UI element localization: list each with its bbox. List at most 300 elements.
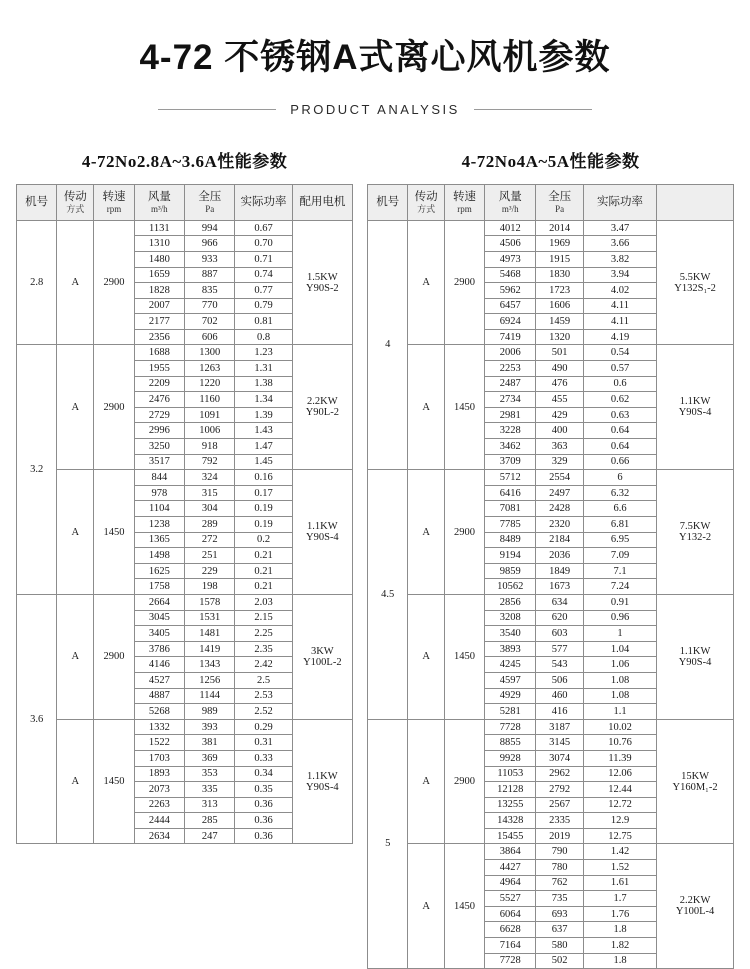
cell-power: 7.24 bbox=[583, 579, 656, 595]
cell-power: 0.17 bbox=[235, 485, 292, 501]
cell-flow: 3045 bbox=[134, 610, 184, 626]
cell-power: 1.47 bbox=[235, 439, 292, 455]
cell-power: 1.31 bbox=[235, 361, 292, 377]
motor-power: 7.5KW bbox=[679, 521, 711, 533]
cell-power: 0.35 bbox=[235, 782, 292, 798]
cell-power: 3.66 bbox=[583, 236, 656, 252]
cell-pressure: 2019 bbox=[536, 828, 584, 844]
cell-pressure: 620 bbox=[536, 610, 584, 626]
cell-flow: 3786 bbox=[134, 641, 184, 657]
cell-flow: 2634 bbox=[134, 828, 184, 844]
divider-right bbox=[474, 109, 592, 110]
cell-flow: 4887 bbox=[134, 688, 184, 704]
cell-power: 6.6 bbox=[583, 501, 656, 517]
cell-power: 2.03 bbox=[235, 594, 292, 610]
spec-table-right bbox=[367, 184, 734, 969]
cell-pressure: 693 bbox=[536, 906, 584, 922]
divider-left bbox=[158, 109, 276, 110]
column-header-main: 实际功率 bbox=[597, 196, 644, 209]
cell-flow: 3864 bbox=[485, 844, 536, 860]
cell-flow: 6924 bbox=[485, 314, 536, 330]
product-parameter-page bbox=[0, 30, 750, 967]
cell-power: 4.19 bbox=[583, 329, 656, 345]
motor-power: 2.2KW bbox=[679, 895, 711, 907]
column-header-main: 配用电机 bbox=[299, 196, 346, 209]
cell-power: 0.79 bbox=[235, 298, 292, 314]
cell-flow: 6064 bbox=[485, 906, 536, 922]
cell-flow: 5468 bbox=[485, 267, 536, 283]
column-header-6 bbox=[657, 185, 734, 221]
cell-power: 2.15 bbox=[235, 610, 292, 626]
cell-pressure: 324 bbox=[185, 470, 235, 486]
cell-flow: 7728 bbox=[485, 953, 536, 969]
cell-motor bbox=[657, 844, 734, 969]
cell-pressure: 313 bbox=[185, 797, 235, 813]
table-header-left bbox=[17, 185, 353, 221]
cell-pressure: 229 bbox=[185, 563, 235, 579]
cell-power: 0.62 bbox=[583, 392, 656, 408]
cell-flow: 2664 bbox=[134, 594, 184, 610]
cell-power: 2.35 bbox=[235, 641, 292, 657]
cell-power: 12.44 bbox=[583, 782, 656, 798]
motor-power: 1.5KW bbox=[307, 271, 338, 283]
cell-pressure: 762 bbox=[536, 875, 584, 891]
column-header-unit: m³/h bbox=[150, 204, 168, 215]
cell-pressure: 1531 bbox=[185, 610, 235, 626]
cell-flow: 4506 bbox=[485, 236, 536, 252]
cell-flow: 2253 bbox=[485, 361, 536, 377]
motor-model: Y90S-4 bbox=[306, 532, 339, 544]
cell-pressure: 1849 bbox=[536, 563, 584, 579]
cell-pressure: 1160 bbox=[185, 392, 235, 408]
cell-speed: 1450 bbox=[94, 470, 134, 595]
cell-pressure: 369 bbox=[185, 750, 235, 766]
cell-power: 1.1 bbox=[583, 704, 656, 720]
cell-flow: 8855 bbox=[485, 735, 536, 751]
cell-flow: 7081 bbox=[485, 501, 536, 517]
cell-flow: 1332 bbox=[134, 719, 184, 735]
cell-flow: 1310 bbox=[134, 236, 184, 252]
cell-pressure: 1006 bbox=[185, 423, 235, 439]
motor-power: 5.5KW bbox=[679, 271, 711, 283]
cell-pressure: 790 bbox=[536, 844, 584, 860]
cell-flow: 844 bbox=[134, 470, 184, 486]
cell-motor bbox=[292, 470, 353, 595]
column-header-3 bbox=[485, 185, 536, 221]
cell-pressure: 2014 bbox=[536, 220, 584, 236]
cell-pressure: 577 bbox=[536, 641, 584, 657]
cell-pressure: 606 bbox=[185, 329, 235, 345]
column-header-3 bbox=[134, 185, 184, 221]
cell-motor bbox=[292, 220, 353, 345]
motor-model: Y132S₁-2 bbox=[674, 282, 716, 294]
cell-drive: A bbox=[57, 719, 94, 844]
table-body-left bbox=[17, 220, 353, 844]
cell-flow: 6416 bbox=[485, 485, 536, 501]
table-body-right bbox=[368, 220, 734, 969]
cell-flow: 1238 bbox=[134, 517, 184, 533]
motor-power: 2.2KW bbox=[307, 396, 338, 408]
cell-flow: 2209 bbox=[134, 376, 184, 392]
cell-pressure: 2036 bbox=[536, 548, 584, 564]
page-subtitle: PRODUCT ANALYSIS bbox=[290, 102, 460, 117]
table-row bbox=[368, 844, 734, 860]
column-header-main: 转速 bbox=[453, 191, 477, 203]
cell-flow: 3893 bbox=[485, 641, 536, 657]
cell-pressure: 835 bbox=[185, 283, 235, 299]
cell-pressure: 247 bbox=[185, 828, 235, 844]
cell-pressure: 381 bbox=[185, 735, 235, 751]
cell-pressure: 289 bbox=[185, 517, 235, 533]
motor-model: Y100L-4 bbox=[675, 906, 715, 918]
cell-power: 10.02 bbox=[583, 719, 656, 735]
cell-pressure: 1578 bbox=[185, 594, 235, 610]
cell-speed: 2900 bbox=[94, 345, 134, 470]
cell-flow: 5281 bbox=[485, 704, 536, 720]
cell-pressure: 3145 bbox=[536, 735, 584, 751]
table-caption-right: 4-72No4A~5A性能参数 bbox=[461, 152, 640, 171]
cell-motor bbox=[657, 719, 734, 844]
cell-pressure: 2497 bbox=[536, 485, 584, 501]
table-row bbox=[368, 594, 734, 610]
cell-power: 1.52 bbox=[583, 860, 656, 876]
cell-pressure: 416 bbox=[536, 704, 584, 720]
cell-pressure: 429 bbox=[536, 407, 584, 423]
cell-flow: 1104 bbox=[134, 501, 184, 517]
cell-motor bbox=[292, 594, 353, 719]
cell-power: 0.91 bbox=[583, 594, 656, 610]
cell-pressure: 1263 bbox=[185, 361, 235, 377]
cell-power: 12.06 bbox=[583, 766, 656, 782]
cell-flow: 12128 bbox=[485, 782, 536, 798]
cell-pressure: 506 bbox=[536, 672, 584, 688]
cell-flow: 2444 bbox=[134, 813, 184, 829]
cell-speed: 2900 bbox=[94, 220, 134, 345]
column-header-5 bbox=[235, 185, 292, 221]
table-block-right bbox=[367, 147, 734, 969]
cell-pressure: 363 bbox=[536, 439, 584, 455]
cell-pressure: 329 bbox=[536, 454, 584, 470]
cell-power: 3.82 bbox=[583, 251, 656, 267]
cell-power: 12.75 bbox=[583, 828, 656, 844]
cell-flow: 5268 bbox=[134, 704, 184, 720]
table-row bbox=[17, 220, 353, 236]
column-header-unit: 方式 bbox=[417, 204, 436, 215]
cell-power: 0.21 bbox=[235, 548, 292, 564]
header-row bbox=[368, 185, 734, 221]
cell-motor bbox=[292, 719, 353, 844]
motor-model: Y90S-2 bbox=[306, 282, 339, 294]
cell-flow: 9859 bbox=[485, 563, 536, 579]
cell-power: 0.31 bbox=[235, 735, 292, 751]
cell-flow: 4245 bbox=[485, 657, 536, 673]
column-header-unit: 方式 bbox=[66, 204, 85, 215]
column-header-unit: rpm bbox=[106, 204, 122, 215]
cell-power: 2.5 bbox=[235, 672, 292, 688]
page-title: 4-72 不锈钢A式离心风机参数 bbox=[139, 38, 611, 77]
column-header-main: 转速 bbox=[102, 191, 126, 203]
cell-power: 1 bbox=[583, 626, 656, 642]
cell-power: 0.33 bbox=[235, 750, 292, 766]
cell-flow: 4146 bbox=[134, 657, 184, 673]
cell-power: 0.54 bbox=[583, 345, 656, 361]
cell-drive: A bbox=[57, 470, 94, 595]
cell-flow: 4427 bbox=[485, 860, 536, 876]
cell-power: 0.57 bbox=[583, 361, 656, 377]
cell-power: 0.64 bbox=[583, 423, 656, 439]
column-header-6 bbox=[292, 185, 353, 221]
cell-pressure: 1481 bbox=[185, 626, 235, 642]
spec-table-left bbox=[16, 184, 353, 844]
cell-pressure: 770 bbox=[185, 298, 235, 314]
cell-flow: 13255 bbox=[485, 797, 536, 813]
cell-pressure: 1915 bbox=[536, 251, 584, 267]
cell-flow: 2356 bbox=[134, 329, 184, 345]
cell-pressure: 1606 bbox=[536, 298, 584, 314]
cell-pressure: 1723 bbox=[536, 283, 584, 299]
cell-flow: 2996 bbox=[134, 423, 184, 439]
cell-power: 0.8 bbox=[235, 329, 292, 345]
cell-power: 1.8 bbox=[583, 953, 656, 969]
cell-pressure: 285 bbox=[185, 813, 235, 829]
cell-pressure: 603 bbox=[536, 626, 584, 642]
cell-pressure: 637 bbox=[536, 922, 584, 938]
cell-flow: 2177 bbox=[134, 314, 184, 330]
column-header-main: 风量 bbox=[147, 191, 171, 203]
cell-power: 0.63 bbox=[583, 407, 656, 423]
cell-motor bbox=[657, 220, 734, 345]
cell-pressure: 933 bbox=[185, 251, 235, 267]
motor-model: Y90S-4 bbox=[678, 407, 712, 419]
cell-flow: 4527 bbox=[134, 672, 184, 688]
table-row bbox=[17, 470, 353, 486]
cell-flow: 2856 bbox=[485, 594, 536, 610]
cell-flow: 1480 bbox=[134, 251, 184, 267]
table-row bbox=[17, 719, 353, 735]
cell-pressure: 353 bbox=[185, 766, 235, 782]
column-header-main: 全压 bbox=[548, 191, 572, 203]
cell-power: 1.04 bbox=[583, 641, 656, 657]
column-header-main: 实际功率 bbox=[240, 196, 287, 209]
cell-power: 11.39 bbox=[583, 750, 656, 766]
cell-power: 1.38 bbox=[235, 376, 292, 392]
cell-power: 0.81 bbox=[235, 314, 292, 330]
cell-speed: 1450 bbox=[444, 594, 484, 719]
cell-speed: 1450 bbox=[444, 345, 484, 470]
cell-pressure: 460 bbox=[536, 688, 584, 704]
cell-power: 1.61 bbox=[583, 875, 656, 891]
cell-pressure: 2428 bbox=[536, 501, 584, 517]
cell-power: 1.43 bbox=[235, 423, 292, 439]
cell-model: 3.6 bbox=[17, 594, 57, 844]
cell-speed: 1450 bbox=[94, 719, 134, 844]
cell-power: 6.81 bbox=[583, 517, 656, 533]
cell-power: 10.76 bbox=[583, 735, 656, 751]
cell-power: 4.11 bbox=[583, 314, 656, 330]
cell-flow: 2734 bbox=[485, 392, 536, 408]
cell-flow: 2476 bbox=[134, 392, 184, 408]
cell-pressure: 2567 bbox=[536, 797, 584, 813]
cell-flow: 1498 bbox=[134, 548, 184, 564]
column-header-0 bbox=[17, 185, 57, 221]
cell-flow: 1659 bbox=[134, 267, 184, 283]
cell-pressure: 476 bbox=[536, 376, 584, 392]
cell-drive: A bbox=[57, 220, 94, 345]
column-header-4 bbox=[536, 185, 584, 221]
table-row bbox=[368, 345, 734, 361]
cell-flow: 2006 bbox=[485, 345, 536, 361]
cell-power: 1.23 bbox=[235, 345, 292, 361]
cell-speed: 2900 bbox=[444, 470, 484, 595]
cell-speed: 2900 bbox=[444, 220, 484, 345]
cell-power: 0.74 bbox=[235, 267, 292, 283]
cell-power: 3.47 bbox=[583, 220, 656, 236]
cell-flow: 5712 bbox=[485, 470, 536, 486]
table-row bbox=[17, 345, 353, 361]
cell-power: 0.36 bbox=[235, 797, 292, 813]
cell-pressure: 2962 bbox=[536, 766, 584, 782]
cell-power: 0.70 bbox=[235, 236, 292, 252]
cell-flow: 5527 bbox=[485, 891, 536, 907]
cell-drive: A bbox=[408, 594, 445, 719]
cell-power: 0.21 bbox=[235, 579, 292, 595]
column-header-main: 传动 bbox=[414, 191, 438, 203]
cell-pressure: 272 bbox=[185, 532, 235, 548]
cell-flow: 2073 bbox=[134, 782, 184, 798]
cell-pressure: 994 bbox=[185, 220, 235, 236]
table-row bbox=[368, 719, 734, 735]
cell-drive: A bbox=[408, 345, 445, 470]
cell-flow: 14328 bbox=[485, 813, 536, 829]
cell-pressure: 887 bbox=[185, 267, 235, 283]
cell-flow: 10562 bbox=[485, 579, 536, 595]
cell-power: 1.39 bbox=[235, 407, 292, 423]
cell-pressure: 966 bbox=[185, 236, 235, 252]
column-header-main: 全压 bbox=[198, 191, 222, 203]
cell-drive: A bbox=[408, 844, 445, 969]
cell-pressure: 490 bbox=[536, 361, 584, 377]
cell-flow: 9194 bbox=[485, 548, 536, 564]
cell-power: 12.9 bbox=[583, 813, 656, 829]
header-row bbox=[17, 185, 353, 221]
cell-power: 1.8 bbox=[583, 922, 656, 938]
cell-motor bbox=[657, 594, 734, 719]
cell-speed: 1450 bbox=[444, 844, 484, 969]
cell-speed: 2900 bbox=[444, 719, 484, 844]
cell-pressure: 1459 bbox=[536, 314, 584, 330]
cell-power: 1.82 bbox=[583, 938, 656, 954]
cell-power: 2.53 bbox=[235, 688, 292, 704]
cell-power: 0.66 bbox=[583, 454, 656, 470]
cell-power: 0.36 bbox=[235, 828, 292, 844]
cell-speed: 2900 bbox=[94, 594, 134, 719]
cell-model: 5 bbox=[368, 719, 408, 969]
cell-pressure: 634 bbox=[536, 594, 584, 610]
cell-flow: 11053 bbox=[485, 766, 536, 782]
cell-power: 1.06 bbox=[583, 657, 656, 673]
table-row bbox=[17, 594, 353, 610]
cell-pressure: 580 bbox=[536, 938, 584, 954]
cell-flow: 4929 bbox=[485, 688, 536, 704]
cell-flow: 1955 bbox=[134, 361, 184, 377]
motor-power: 15KW bbox=[681, 770, 710, 782]
cell-pressure: 1419 bbox=[185, 641, 235, 657]
cell-pressure: 3187 bbox=[536, 719, 584, 735]
cell-pressure: 251 bbox=[185, 548, 235, 564]
cell-pressure: 1830 bbox=[536, 267, 584, 283]
cell-flow: 3709 bbox=[485, 454, 536, 470]
cell-power: 6 bbox=[583, 470, 656, 486]
cell-power: 4.02 bbox=[583, 283, 656, 299]
cell-flow: 2981 bbox=[485, 407, 536, 423]
cell-power: 0.21 bbox=[235, 563, 292, 579]
cell-pressure: 2554 bbox=[536, 470, 584, 486]
cell-power: 0.36 bbox=[235, 813, 292, 829]
cell-flow: 2729 bbox=[134, 407, 184, 423]
cell-power: 0.6 bbox=[583, 376, 656, 392]
cell-power: 1.42 bbox=[583, 844, 656, 860]
cell-pressure: 2792 bbox=[536, 782, 584, 798]
cell-pressure: 304 bbox=[185, 501, 235, 517]
cell-pressure: 792 bbox=[185, 454, 235, 470]
cell-flow: 3517 bbox=[134, 454, 184, 470]
motor-power: 3KW bbox=[310, 645, 334, 657]
cell-pressure: 2320 bbox=[536, 517, 584, 533]
cell-power: 0.77 bbox=[235, 283, 292, 299]
motor-model: Y90S-4 bbox=[678, 656, 712, 668]
cell-flow: 3228 bbox=[485, 423, 536, 439]
cell-drive: A bbox=[408, 719, 445, 844]
column-header-0 bbox=[368, 185, 408, 221]
cell-flow: 15455 bbox=[485, 828, 536, 844]
tables-container bbox=[0, 147, 750, 969]
cell-flow: 7419 bbox=[485, 329, 536, 345]
cell-flow: 6457 bbox=[485, 298, 536, 314]
cell-power: 6.32 bbox=[583, 485, 656, 501]
cell-power: 7.09 bbox=[583, 548, 656, 564]
cell-pressure: 1144 bbox=[185, 688, 235, 704]
cell-power: 0.19 bbox=[235, 517, 292, 533]
cell-power: 0.67 bbox=[235, 220, 292, 236]
cell-pressure: 2335 bbox=[536, 813, 584, 829]
cell-pressure: 335 bbox=[185, 782, 235, 798]
cell-flow: 3462 bbox=[485, 439, 536, 455]
cell-flow: 1828 bbox=[134, 283, 184, 299]
cell-flow: 3540 bbox=[485, 626, 536, 642]
cell-flow: 6628 bbox=[485, 922, 536, 938]
cell-pressure: 702 bbox=[185, 314, 235, 330]
cell-power: 0.96 bbox=[583, 610, 656, 626]
cell-model: 4 bbox=[368, 220, 408, 470]
cell-flow: 3250 bbox=[134, 439, 184, 455]
cell-model: 2.8 bbox=[17, 220, 57, 345]
cell-flow: 2487 bbox=[485, 376, 536, 392]
cell-pressure: 918 bbox=[185, 439, 235, 455]
column-header-5 bbox=[583, 185, 656, 221]
column-header-unit: rpm bbox=[457, 204, 472, 215]
cell-power: 4.11 bbox=[583, 298, 656, 314]
cell-power: 1.08 bbox=[583, 688, 656, 704]
cell-power: 1.08 bbox=[583, 672, 656, 688]
motor-model: Y90L-2 bbox=[305, 407, 339, 419]
cell-power: 0.71 bbox=[235, 251, 292, 267]
cell-power: 0.64 bbox=[583, 439, 656, 455]
cell-motor bbox=[657, 470, 734, 595]
table-header-right bbox=[368, 185, 734, 221]
cell-motor bbox=[292, 345, 353, 470]
cell-pressure: 3074 bbox=[536, 750, 584, 766]
table-row bbox=[368, 220, 734, 236]
